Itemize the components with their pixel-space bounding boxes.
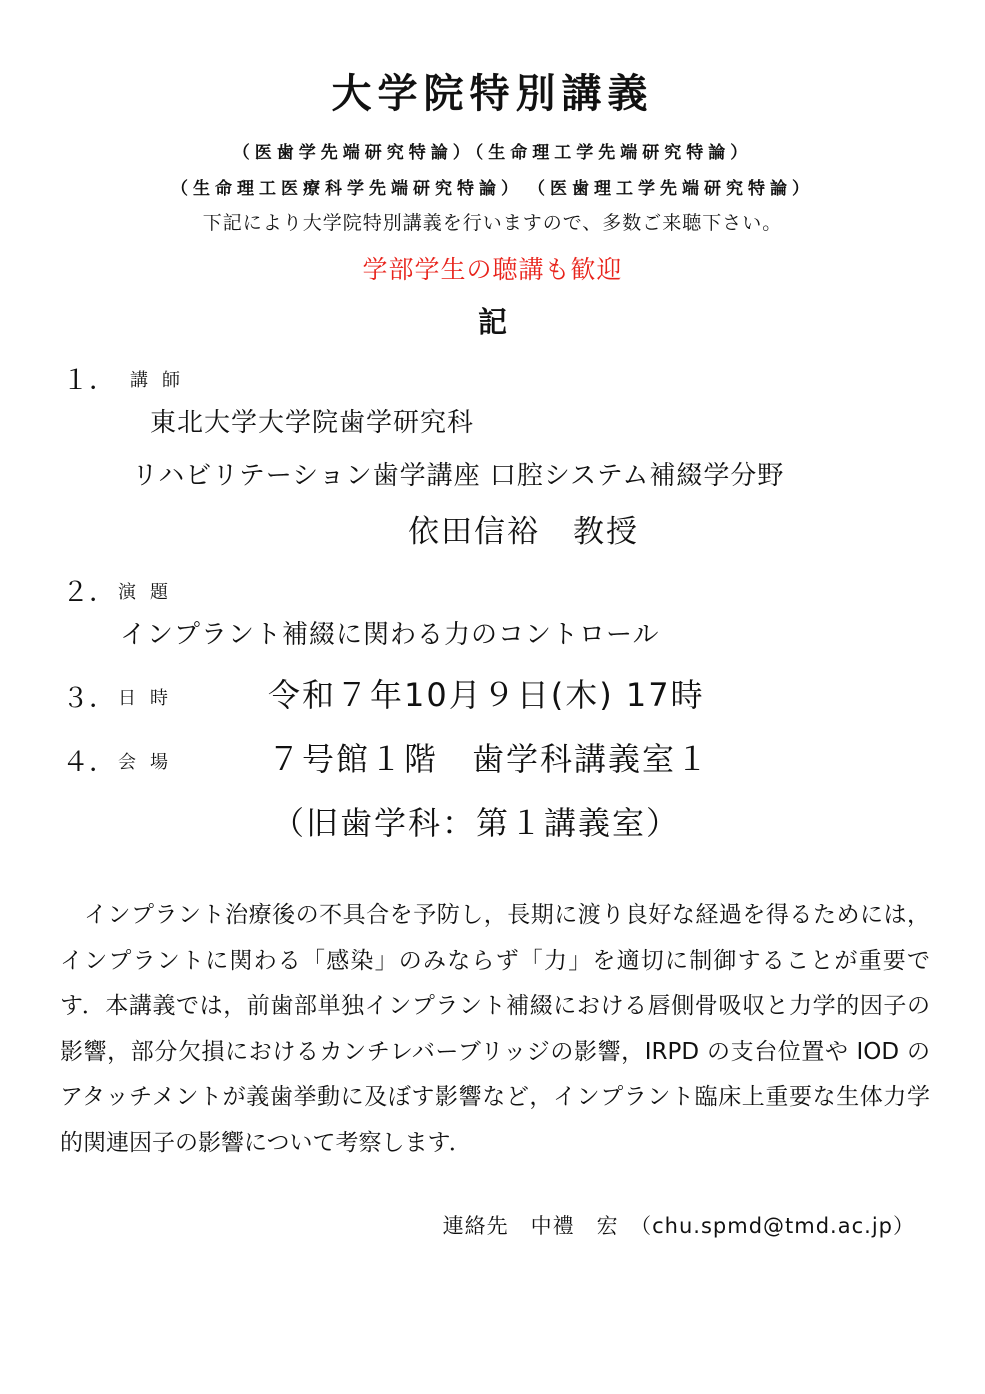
topic-title: インプラント補綴に関わる力のコントロール — [120, 620, 660, 650]
venue-note: （旧歯学科：第１講義室） — [272, 804, 681, 842]
item-number-datetime: ３． — [62, 683, 116, 714]
lecturer-name: 依田信裕 教授 — [408, 514, 639, 550]
item-label-topic: 演題 — [118, 582, 182, 603]
item-label-lecturer: 講師 — [130, 370, 194, 391]
course-subtitle-2: （生命理工医療科学先端研究特論） （医歯理工学先端研究特論） — [171, 179, 814, 199]
item-number-topic: ２． — [62, 577, 116, 608]
intro-text: 下記により大学院特別講義を行いますので、多数ご来聴下さい。 — [202, 212, 783, 234]
item-label-venue: 会場 — [118, 752, 182, 773]
abstract-paragraph: インプラント治療後の不具合を予防し，長期に渡り良好な経過を得るためには，インプラントに関わる「感染」のみならず「力」を適切に制御することが重要です．本講義では，前歯部単独インプラント補綴における唇側骨吸収と力学的因子の影響，部分欠損におけるカンチレバーブリッジの影響，IRPD の支台位置や IOD のアタッチメントが義歯挙動に及ぼす影響など，インプラント臨床上重要な生体力学的関連因子の影響について考察します． — [60, 902, 930, 1156]
item-number-lecturer: １． — [62, 365, 116, 396]
lecturer-affiliation-department: リハビリテーション歯学講座 口腔システム補綴学分野 — [132, 461, 785, 491]
contact-info: 連絡先 中禮 宏 （chu.spmd@tmd.ac.jp） — [442, 1214, 915, 1238]
datetime-value: 令和７年10月９日(木) 17時 — [268, 676, 705, 714]
page-title: 大学院特別講義 — [331, 71, 654, 117]
ki-heading: 記 — [477, 305, 507, 339]
lecturer-affiliation-university: 東北大学大学院歯学研究科 — [150, 408, 475, 438]
venue-value: ７号館１階 歯学科講義室１ — [268, 740, 711, 778]
item-label-datetime: 日時 — [118, 688, 182, 709]
welcome-notice: 学部学生の聴講も歓迎 — [362, 255, 623, 284]
item-number-venue: ４． — [62, 747, 116, 778]
course-subtitle-1: （医歯学先端研究特論）（生命理工学先端研究特論） — [232, 143, 753, 163]
